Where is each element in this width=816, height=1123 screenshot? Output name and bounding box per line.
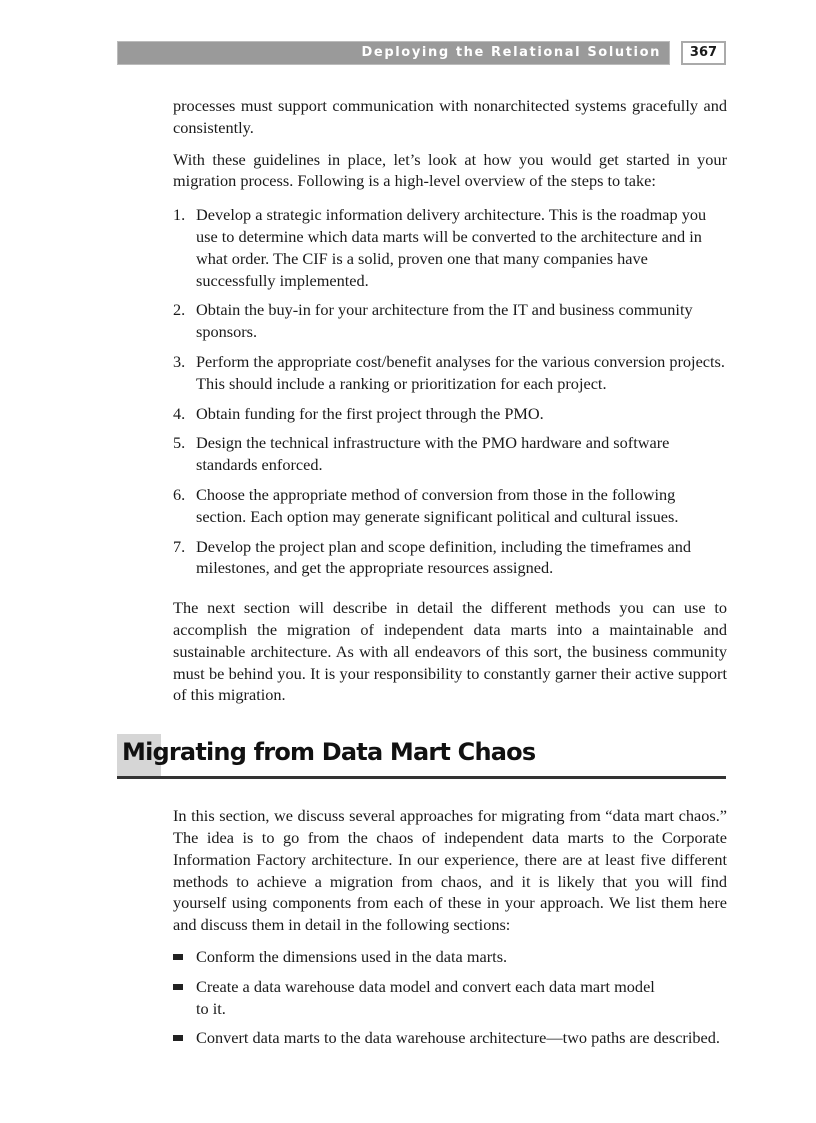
list-number: 1. <box>173 205 186 225</box>
list-item <box>173 484 727 528</box>
list-item <box>173 432 727 476</box>
list-number: 3. <box>173 351 186 371</box>
list-item-text: Design the technical infrastructure with the PMO hardware and software standards enforced. <box>196 433 670 475</box>
paragraph: In this section, we discuss several approaches for migrating from “data mart chaos.” The idea is to go from the chaos of independent data marts to the Corporate Information Factory architecture. In our experience, there are at least five different methods to achieve a migration from chaos, and it is likely that you will find yourself using components from each of these in your approach. We list them here and discuss them in detail in the following sections: <box>173 806 727 935</box>
list-number: 4. <box>173 403 186 423</box>
section-heading-block <box>0 734 816 776</box>
list-number: 5. <box>173 433 186 453</box>
bullet-item <box>173 1027 727 1049</box>
bullet-item <box>173 946 727 968</box>
list-item-text: Develop the project plan and scope definition, including the timeframes and milestones, and get the appropriate resources assigned. <box>196 536 692 578</box>
list-item <box>173 536 727 580</box>
list-number: 2. <box>173 300 186 320</box>
list-item <box>173 299 727 343</box>
list-item-text: Choose the appropriate method of conversion from those in the following section. Each option may generate significant political and cultural issues. <box>196 484 679 526</box>
page-number: 367 <box>681 41 726 65</box>
bullet-icon <box>173 984 183 990</box>
list-item-text: Obtain funding for the first project through the PMO. <box>196 403 544 423</box>
paragraph: processes must support communication with nonarchitected systems gracefully and consistently. <box>173 96 727 137</box>
bullet-text: Create a data warehouse data model and convert each data mart model to it. <box>196 976 655 1018</box>
list-item-text: Develop a strategic information delivery architecture. This is the roadmap you use to determine which data marts will be converted to the architecture and in what order. The CIF is a solid, proven one that many companies have successfully implemented. <box>196 205 707 290</box>
bullet-icon <box>173 1035 183 1041</box>
list-item <box>173 351 727 395</box>
list-item-text: Obtain the buy-in for your architecture from the IT and business community sponsors. <box>196 300 693 342</box>
list-item <box>173 204 727 291</box>
running-header-title: Deploying the Relational Solution <box>361 45 661 60</box>
paragraph: The next section will describe in detail the different methods you can use to accomplish the migration of independent data marts into a maintainable and sustainable architecture. As with all endeavors of this sort, the business community must be behind you. It is your responsibility to constantly garner their active support of this migration. <box>173 598 727 705</box>
heading-rule <box>117 776 726 779</box>
bullet-text: Convert data marts to the data warehouse architecture—two paths are described. <box>196 1028 720 1048</box>
bullet-icon <box>173 954 183 960</box>
list-item <box>173 403 727 425</box>
list-item-text: Perform the appropriate cost/benefit analyses for the various conversion projects. This should include a ranking or prioritization for each project. <box>196 351 725 393</box>
list-number: 7. <box>173 536 186 556</box>
bullet-item <box>173 976 727 1020</box>
section-heading: Migrating from Data Mart Chaos <box>122 738 536 767</box>
list-number: 6. <box>173 484 186 504</box>
bullet-text: Conform the dimensions used in the data marts. <box>196 946 508 966</box>
paragraph: With these guidelines in place, let’s look at how you would get started in your migration process. Following is a high-level overview of the steps to take: <box>173 149 727 191</box>
